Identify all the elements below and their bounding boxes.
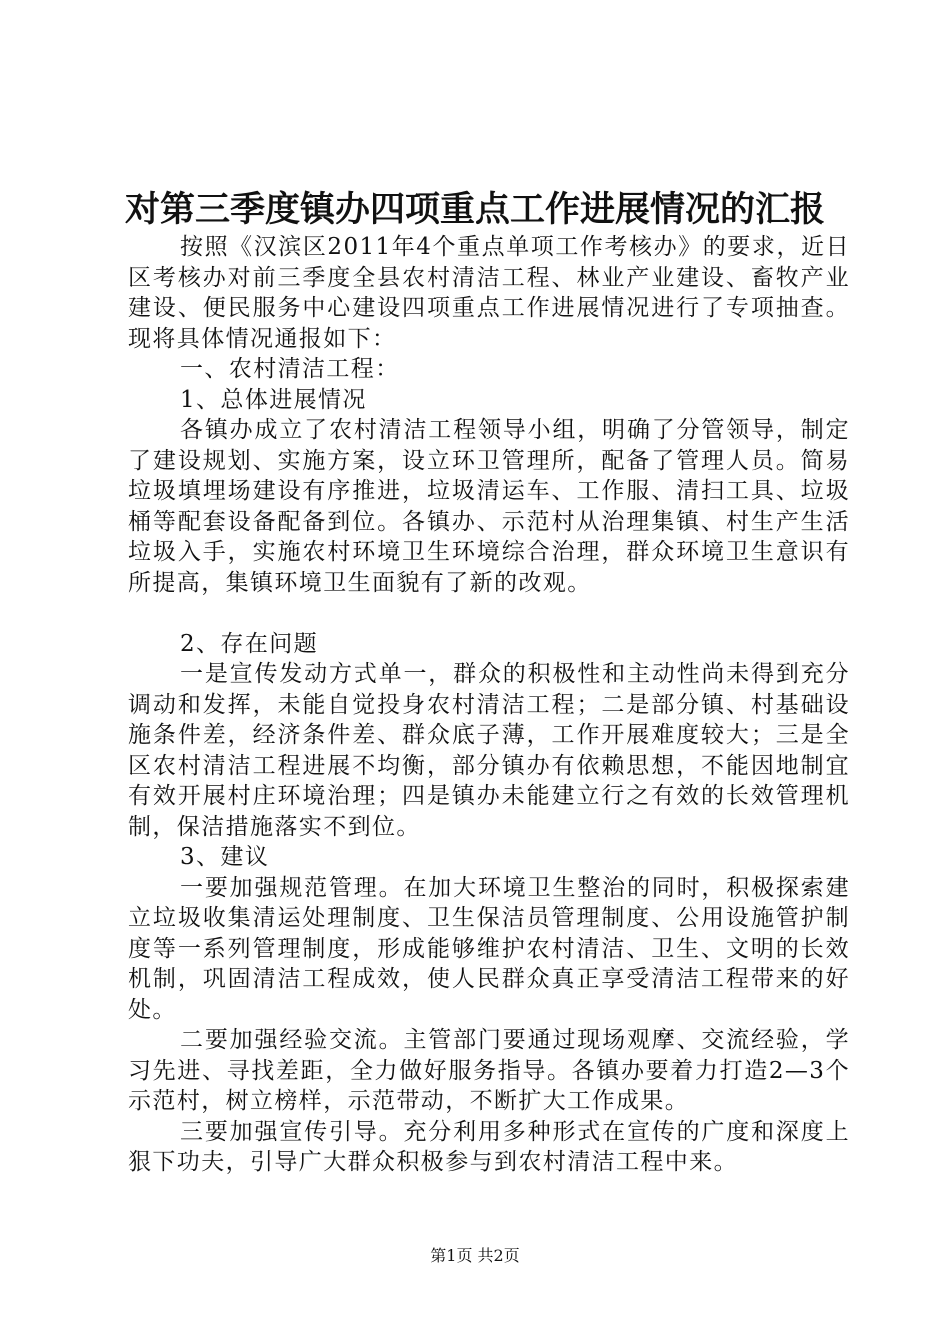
suggestion-paragraph-1: 一要加强规范管理。在加大环境卫生整治的同时，积极探索建立垃圾收集清运处理制度、卫生保洁员管理制度、公用设施管护制度等一系列管理制度，形成能够维护农村清洁、卫生、文明的长效机制，巩固清洁工程成效，使人民群众真正享受清洁工程带来的好处。: [128, 874, 850, 1023]
subheading-suggestions: 3、建议: [180, 844, 270, 870]
suggestion-paragraph-3: 三要加强宣传引导。充分利用多种形式在宣传的广度和深度上狠下功夫，引导广大群众积极参与到农村清洁工程中来。: [128, 1118, 850, 1175]
document-title: 对第三季度镇办四项重点工作进展情况的汇报: [124, 190, 825, 230]
section-heading-rural-cleaning: 一、农村清洁工程：: [180, 356, 400, 382]
intro-paragraph: 按照《汉滨区2011年4个重点单项工作考核办》的要求，近日区考核办对前三季度全县农村清洁工程、林业产业建设、畜牧产业建设、便民服务中心建设四项重点工作进展情况进行了专项抽查。现将具体情况通报如下：: [128, 234, 850, 352]
problems-paragraph: 一是宣传发动方式单一，群众的积极性和主动性尚未得到充分调动和发挥，未能自觉投身农村清洁工程；二是部分镇、村基础设施条件差，经济条件差、群众底子薄，工作开展难度较大；三是全区农村清洁工程进展不均衡，部分镇办有依赖思想，不能因地制宜有效开展村庄环境治理；四是镇办未能建立行之有效的长效管理机制，保洁措施落实不到位。: [128, 661, 850, 840]
progress-paragraph: 各镇办成立了农村清洁工程领导小组，明确了分管领导，制定了建设规划、实施方案，设立环卫管理所，配备了管理人员。简易垃圾填埋场建设有序推进，垃圾清运车、工作服、清扫工具、垃圾桶等配套设备配备到位。各镇办、示范村从治理集镇、村生产生活垃圾入手，实施农村环境卫生环境综合治理，群众环境卫生意识有所提高，集镇环境卫生面貌有了新的改观。: [128, 417, 850, 596]
page-number-footer: 第1页 共2页: [430, 1246, 520, 1265]
suggestion-paragraph-2: 二要加强经验交流。主管部门要通过现场观摩、交流经验，学习先进、寻找差距，全力做好服务指导。各镇办要着力打造2—3个示范村，树立榜样，示范带动，不断扩大工作成果。: [128, 1027, 850, 1114]
subheading-existing-problems: 2、存在问题: [180, 630, 319, 657]
paragraph-spacer: [128, 598, 850, 629]
subheading-overall-progress: 1、总体进展情况: [180, 386, 367, 413]
document-body: [128, 232, 850, 1178]
